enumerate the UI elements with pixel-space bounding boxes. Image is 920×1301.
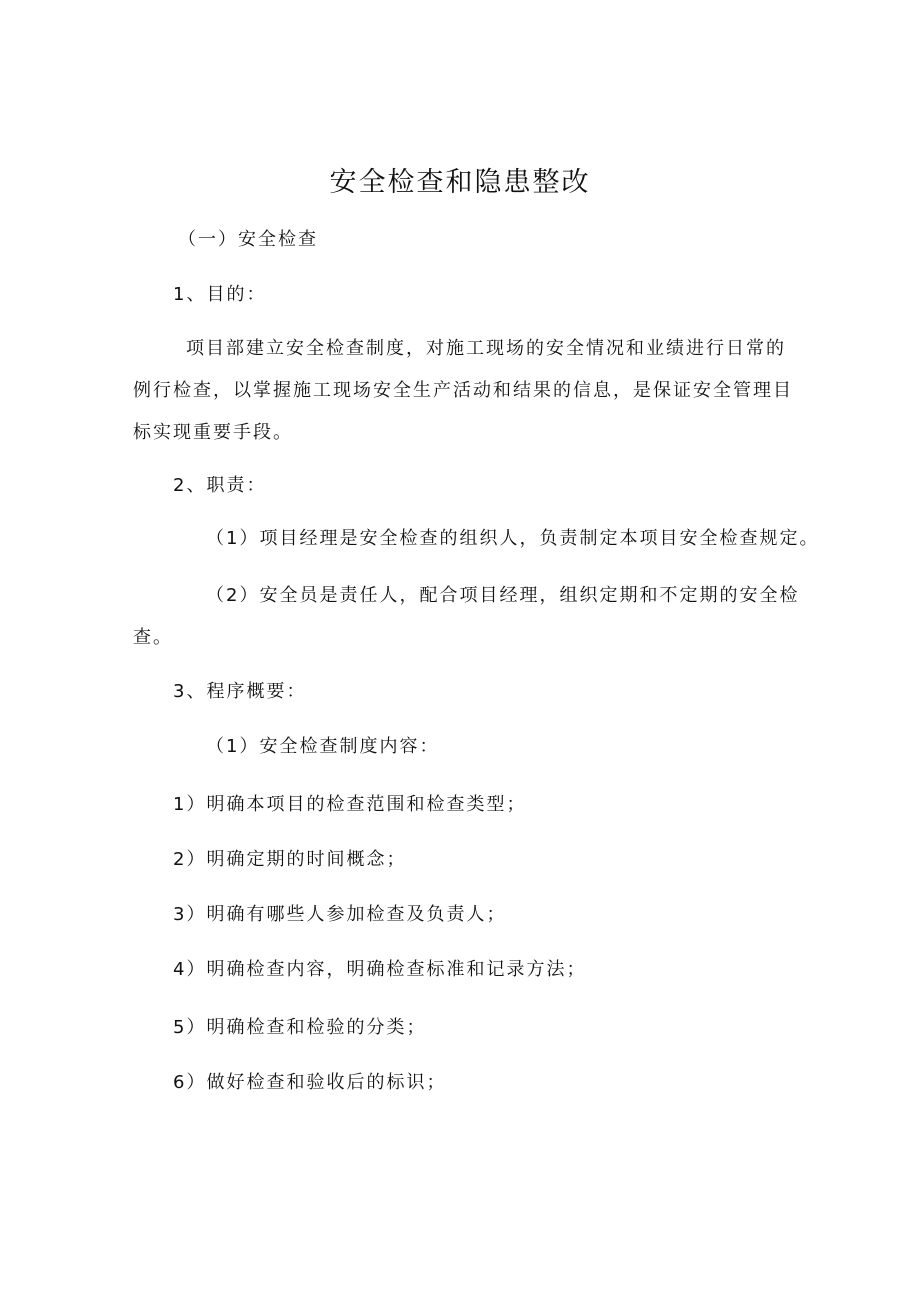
duty-item-continuation: 查。 bbox=[133, 627, 173, 648]
procedure-list-item: 6）做好检查和验收后的标识； bbox=[173, 1072, 447, 1093]
section-heading: （一）安全检查 bbox=[178, 229, 318, 250]
item-heading-procedure: 3、程序概要： bbox=[173, 681, 307, 702]
purpose-paragraph-line: 标实现重要手段。 bbox=[133, 422, 293, 443]
procedure-list-item: 4）明确检查内容，明确检查标准和记录方法； bbox=[173, 959, 587, 980]
procedure-list-item: 5）明确检查和检验的分类； bbox=[173, 1017, 427, 1038]
page-title: 安全检查和隐患整改 bbox=[329, 167, 591, 198]
purpose-paragraph-line: 项目部建立安全检查制度，对施工现场的安全情况和业绩进行日常的 bbox=[186, 338, 786, 359]
purpose-paragraph-line: 例行检查，以掌握施工现场安全生产活动和结果的信息，是保证安全管理目 bbox=[133, 380, 793, 401]
procedure-list-item: 3）明确有哪些人参加检查及负责人； bbox=[173, 904, 507, 925]
item-heading-duties: 2、职责： bbox=[173, 475, 267, 496]
duty-item: （1）项目经理是安全检查的组织人，负责制定本项目安全检查规定。 bbox=[206, 528, 820, 549]
procedure-subheading: （1）安全检查制度内容： bbox=[206, 736, 440, 757]
item-heading-purpose: 1、目的： bbox=[173, 284, 267, 305]
duty-item: （2）安全员是责任人，配合项目经理，组织定期和不定期的安全检 bbox=[206, 585, 800, 606]
procedure-list-item: 2）明确定期的时间概念； bbox=[173, 849, 407, 870]
procedure-list-item: 1）明确本项目的检查范围和检查类型； bbox=[173, 794, 527, 815]
